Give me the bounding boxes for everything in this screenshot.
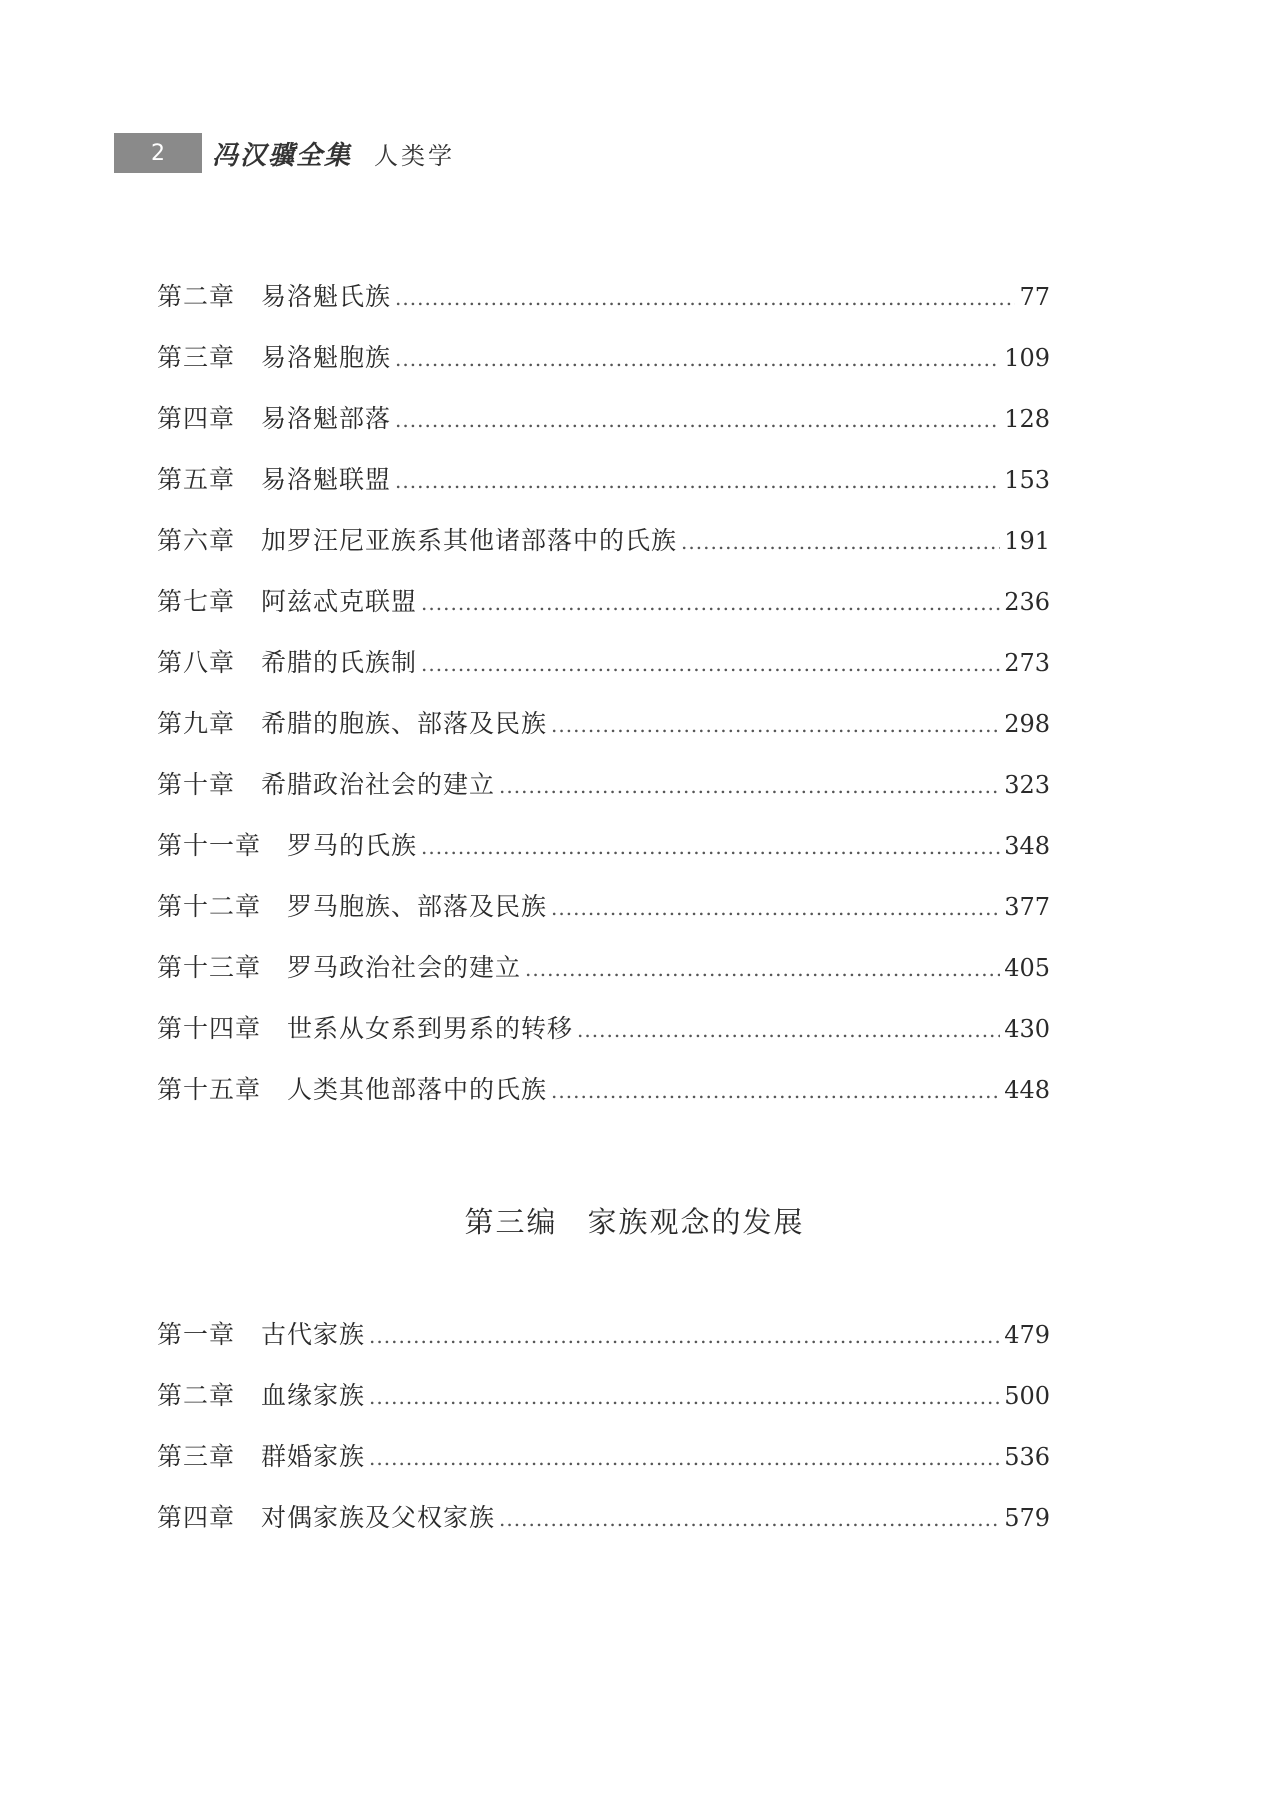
chapter-number: 第四章 <box>157 1503 236 1532</box>
page-reference: 405 <box>1004 954 1050 982</box>
page-reference: 128 <box>1004 405 1050 433</box>
dot-leader <box>551 893 1000 923</box>
dot-leader <box>421 832 1000 862</box>
chapter-number: 第三章 <box>157 1442 236 1471</box>
chapter-number: 第八章 <box>157 648 236 677</box>
toc-entry[interactable] <box>157 465 1050 526</box>
page-reference: 377 <box>1004 893 1050 921</box>
chapter-title: 易洛魁部落 <box>261 404 392 433</box>
toc-entry[interactable] <box>157 343 1050 404</box>
toc-entry[interactable] <box>157 1075 1050 1136</box>
page-reference: 77 <box>1019 283 1050 311</box>
chapter-number: 第六章 <box>157 526 236 555</box>
page-reference: 579 <box>1004 1504 1050 1532</box>
chapter-number: 第三章 <box>157 343 236 372</box>
chapter-title: 易洛魁联盟 <box>261 465 392 494</box>
page-reference: 323 <box>1004 771 1050 799</box>
dot-leader <box>551 1076 1000 1106</box>
chapter-number: 第二章 <box>157 1381 236 1410</box>
page-reference: 298 <box>1004 710 1050 738</box>
chapter-title: 血缘家族 <box>261 1381 366 1410</box>
page-reference: 430 <box>1004 1015 1050 1043</box>
toc-entry[interactable] <box>157 404 1050 465</box>
toc-entry[interactable] <box>157 953 1050 1014</box>
chapter-title: 世系从女系到男系的转移 <box>287 1014 574 1043</box>
series-title: 冯汉骥全集 <box>212 140 353 171</box>
page-reference: 153 <box>1004 466 1050 494</box>
toc-entry[interactable] <box>157 282 1050 343</box>
chapter-title: 易洛魁氏族 <box>261 282 392 311</box>
toc-part-3 <box>157 1320 1050 1564</box>
dot-leader <box>395 466 1000 496</box>
part-title: 家族观念的发展 <box>587 1205 805 1239</box>
page-reference: 536 <box>1004 1443 1050 1471</box>
dot-leader <box>421 588 1000 618</box>
page-reference: 236 <box>1004 588 1050 616</box>
toc-entry[interactable] <box>157 1381 1050 1442</box>
chapter-number: 第九章 <box>157 709 236 738</box>
chapter-number: 第二章 <box>157 282 236 311</box>
chapter-title: 群婚家族 <box>261 1442 366 1471</box>
toc-entry[interactable] <box>157 1014 1050 1075</box>
chapter-number: 第十章 <box>157 770 236 799</box>
toc-part-2 <box>157 282 1050 1136</box>
chapter-title: 罗马的氏族 <box>287 831 418 860</box>
chapter-number: 第五章 <box>157 465 236 494</box>
dot-leader <box>421 649 1000 679</box>
toc-entry[interactable] <box>157 1503 1050 1564</box>
toc-entry[interactable] <box>157 831 1050 892</box>
toc-entry[interactable] <box>157 587 1050 648</box>
dot-leader <box>369 1382 1000 1412</box>
dot-leader <box>369 1321 1000 1351</box>
chapter-title: 罗马胞族、部落及民族 <box>287 892 548 921</box>
chapter-title: 对偶家族及父权家族 <box>261 1503 496 1532</box>
book-title: 人类学 <box>374 141 456 170</box>
chapter-number: 第十五章 <box>157 1075 262 1104</box>
dot-leader <box>395 283 1015 313</box>
page-number: 2 <box>114 133 202 173</box>
page-reference: 479 <box>1004 1321 1050 1349</box>
chapter-number: 第一章 <box>157 1320 236 1349</box>
dot-leader <box>369 1443 1000 1473</box>
page-reference: 500 <box>1004 1382 1050 1410</box>
dot-leader <box>395 405 1000 435</box>
toc-entry[interactable] <box>157 648 1050 709</box>
chapter-number: 第十三章 <box>157 953 262 982</box>
dot-leader <box>525 954 1000 984</box>
part-heading <box>0 1200 1269 1241</box>
chapter-title: 古代家族 <box>261 1320 366 1349</box>
chapter-title: 希腊政治社会的建立 <box>261 770 496 799</box>
chapter-title: 加罗汪尼亚族系其他诸部落中的氏族 <box>261 526 678 555</box>
dot-leader <box>681 527 1000 557</box>
toc-entry[interactable] <box>157 770 1050 831</box>
chapter-number: 第十二章 <box>157 892 262 921</box>
chapter-number: 第十一章 <box>157 831 262 860</box>
toc-entry[interactable] <box>157 526 1050 587</box>
chapter-title: 易洛魁胞族 <box>261 343 392 372</box>
dot-leader <box>577 1015 1000 1045</box>
part-label: 第三编 <box>464 1205 558 1239</box>
page-reference: 191 <box>1004 527 1050 555</box>
page-reference: 448 <box>1004 1076 1050 1104</box>
chapter-number: 第十四章 <box>157 1014 262 1043</box>
chapter-title: 罗马政治社会的建立 <box>287 953 522 982</box>
chapter-title: 希腊的氏族制 <box>261 648 418 677</box>
chapter-title: 希腊的胞族、部落及民族 <box>261 709 548 738</box>
chapter-title: 人类其他部落中的氏族 <box>287 1075 548 1104</box>
dot-leader <box>395 344 1000 374</box>
dot-leader <box>499 1504 1000 1534</box>
page-reference: 348 <box>1004 832 1050 860</box>
toc-entry[interactable] <box>157 1320 1050 1381</box>
chapter-title: 阿兹忒克联盟 <box>261 587 418 616</box>
toc-entry[interactable] <box>157 892 1050 953</box>
dot-leader <box>551 710 1000 740</box>
toc-entry[interactable] <box>157 1442 1050 1503</box>
chapter-number: 第七章 <box>157 587 236 616</box>
running-header <box>114 133 455 173</box>
toc-entry[interactable] <box>157 709 1050 770</box>
dot-leader <box>499 771 1000 801</box>
page-reference: 273 <box>1004 649 1050 677</box>
chapter-number: 第四章 <box>157 404 236 433</box>
page-reference: 109 <box>1004 344 1050 372</box>
